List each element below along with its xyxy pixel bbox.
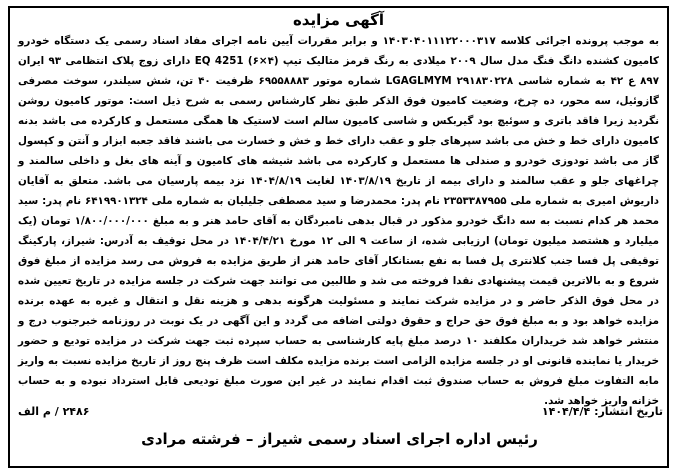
- publish-date: تاریخ انتشار: ۱۴۰۴/۴/۴: [541, 405, 663, 418]
- signature-line: رئیس اداره اجرای اسناد رسمی شیراز – فرشته مرادی: [141, 430, 538, 448]
- notice-code: ۲۴۸۶ / م الف: [18, 405, 90, 418]
- notice-title: آگهی مزایده: [292, 11, 385, 29]
- notice-body: به موجب پرونده اجرائی کلاسه ۱۴۰۳۰۴۰۱۱۱۲۲۰۰۰۳۱۷ و برابر مقررات آیین نامه اجرای مفاد اسناد رسمی یک دستگاه خودرو کامیون کشنده دانگ فنگ مدل سال ۲۰۰۹ میلادی به رنگ قرمز متالیک تیپ (۴×۶) EQ 4251 دارای زوج پلاک انتظامی ۹۳ ایران ۸۹۷ ع ۴۲ به شماره شاسی LGAGLMYM ۲۹۱۸۳۰۲۲۸ شماره موتور ۶۹۵۵۸۸۸۳ ظرفیت ۴۰ تن، شش سیلندر، سوخت مصرفی گازوئیل، سه محور، ده چرخ، وضعیت کامیون فوق الذکر طبق نظر کارشناس رسمی به شرح ذیل است: موتور کامیون روشن نگردید زیرا فاقد باتری و سوئیچ بود گیربکس و شاسی کامیون سالم است لاستیک ها همگی مستعمل و کارکرده می باشد بدنه کامیون دارای خط و خش می باشد سپرهای جلو و عقب دارای خط و خش و خسارت می باشند فاقد جعبه ابزار و آنتن و کپسول گاز می باشد تودوزی خودرو و صندلی ها مستعمل و کارکرده می باشد شیشه های کامیون و آینه های بغل و داخلی سالمند و چراغهای جلو و عقب سالمند و دارای بیمه از تاریخ ۱۴۰۳/۸/۱۹ لغایت ۱۴۰۴/۸/۱۹ نزد بیمه پارسیان می باشد. متعلق به آقایان داریوش امیری به شماره ملی ۲۳۵۳۳۸۷۹۵۵ نام پدر: محمدرضا و سید مصطفی جلیلیان به شماره ملی ۶۴۱۹۹۰۱۳۲۴ نام پدر: سید محمد هر کدام نسبت به سه دانگ خودرو مذکور در قبال بدهی نامبردگان به آقای حامد هنر و به مبلغ ۱/۸۰۰/۰۰۰/۰۰۰ تومان (یک میلیارد و هشتصد میلیون تومان) ارزیابی شده، از ساعت ۹ الی ۱۲ مورخ ۱۴۰۴/۴/۲۱ در محل توقیف به آدرس: شیراز، پارکینگ توقیفی پل فسا جنب کلانتری پل فسا به نفع بستانکار آقای حامد هنر از طریق مزایده به فروش می رسد مزایده از مبلغ فوق شروع و به بالاترین قیمت پیشنهادی نقدا فروخته می شد و طالبین می توانند جهت شرکت در جلسه مزایده در تاریخ تعیین شده در محل فوق الذکر حاضر و در مزایده شرکت نمایند و مسئولیت هرگونه بدهی و هزینه نقل و انتقال و غیره به عهده برنده مزایده خواهد بود و به مبلغ فوق حق حراج و حقوق دولتی اضافه می گردد و این آگهی در یک نوبت در روزنامه خبرجنوب درج و منتشر خواهد شد خریداران مکلفند ۱۰ درصد مبلغ پایه کارشناسی به حساب سپرده ثبت جهت شرکت در مزایده تودیع و حضور خریدار یا نماینده قانونی او در جلسه مزایده الزامی است برنده مزایده مکلف است ظرف پنج روز از تاریخ مزایده نسبت به واریز مابه التفاوت مبلغ فروش به حساب صندوق ثبت اقدام نمایند در غیر این صورت مبلغ تودیعی قابل استرداد نبوده و به حساب خزانه واریز خواهد شد.: [18, 35, 660, 407]
- notice-frame: [8, 6, 669, 468]
- notice-footer: [16, 402, 663, 422]
